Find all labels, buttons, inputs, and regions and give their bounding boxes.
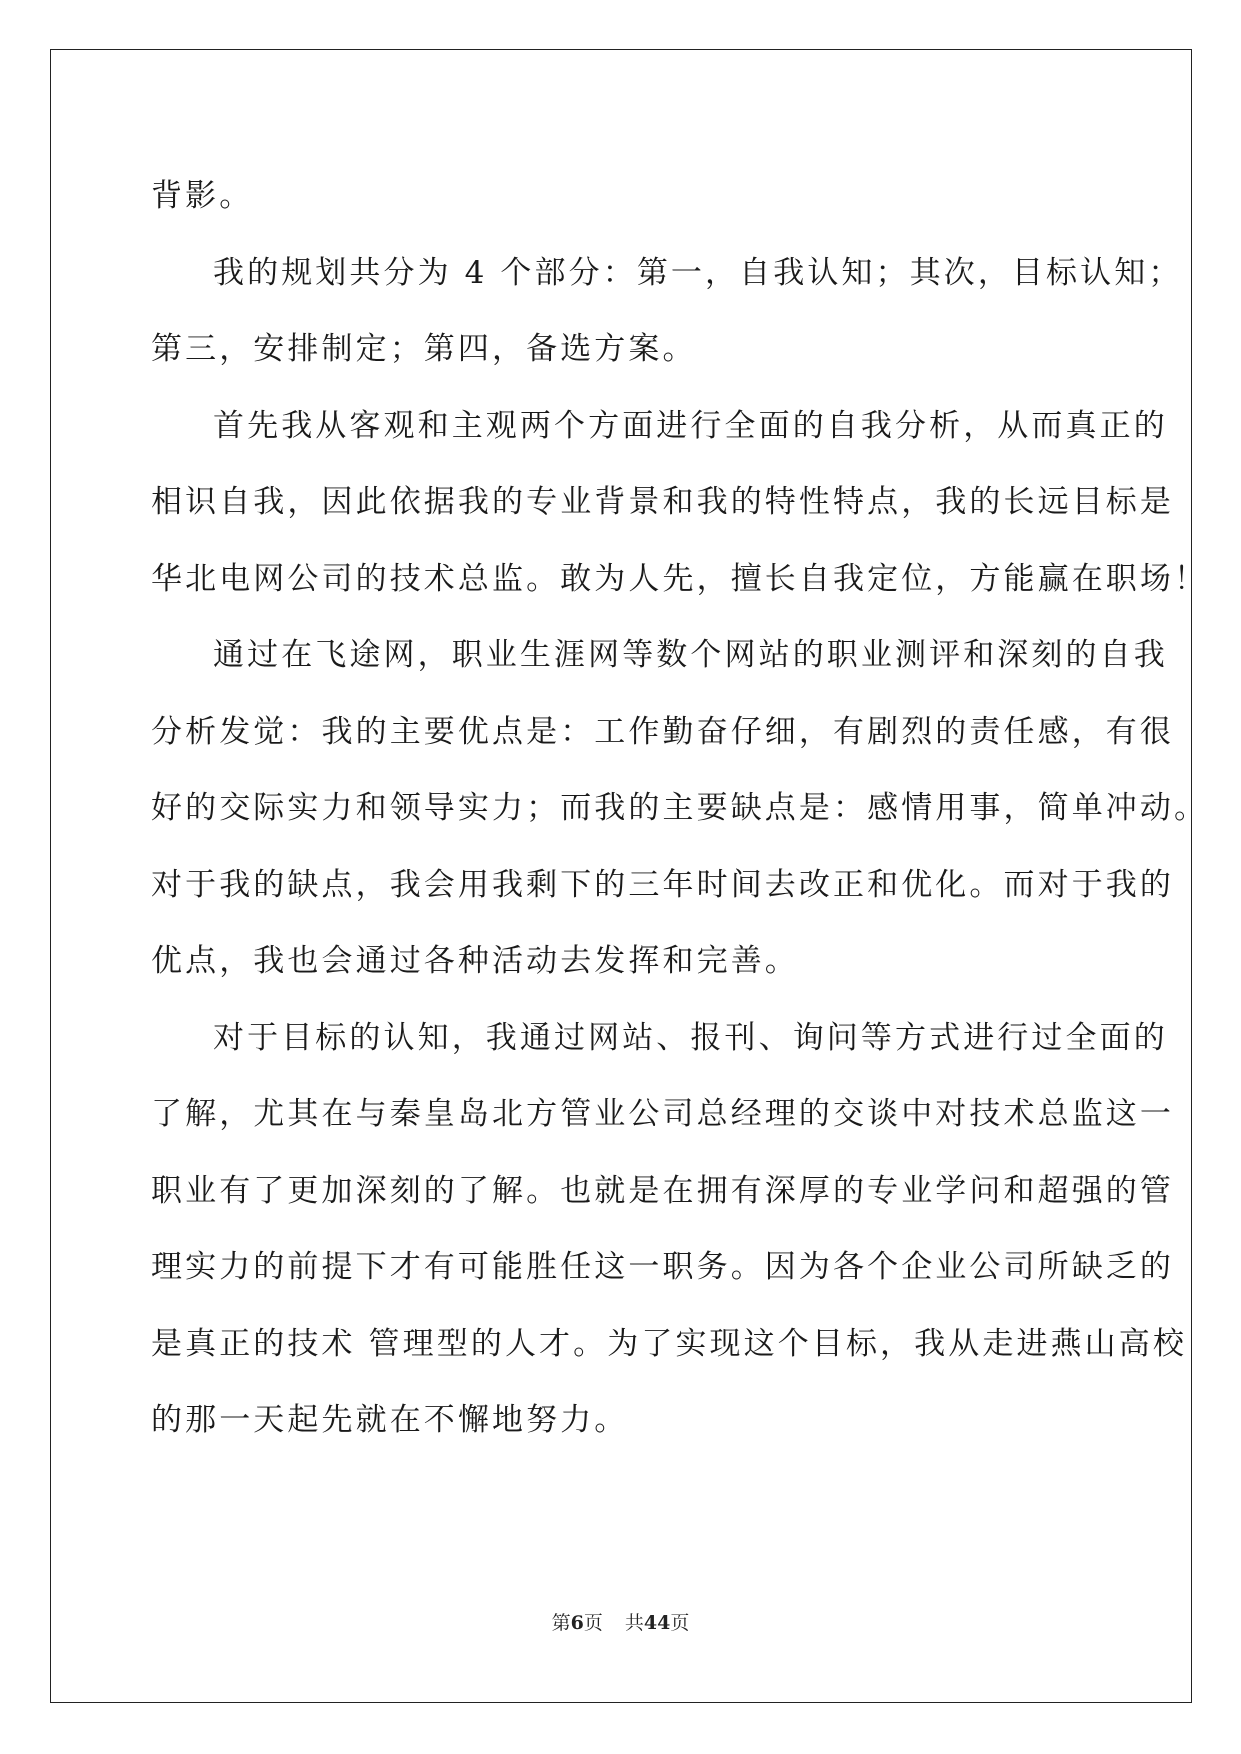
text-line-content: 好的交际实力和领导实力；而我的主要缺点是：感情用事，简单冲动。 <box>151 790 1209 826</box>
text-line <box>151 923 1091 1000</box>
document-body <box>151 158 1209 1459</box>
total-suffix: 页 <box>670 1612 690 1634</box>
text-line-content: 对于目标的认知，我通过网站、报刊、询问等方式进行过全面的 <box>213 1019 1168 1056</box>
text-line <box>151 158 1091 235</box>
text-line-content: 理实力的前提下才有可能胜任这一职务。因为各个企业公司所缺乏的 <box>151 1249 1174 1285</box>
text-line <box>151 464 1174 541</box>
text-line-content: 背影。 <box>151 178 254 214</box>
text-line-content: 是真正的技术 管理型的人才。为了实现这个目标，我从走进燕山高校 <box>151 1325 1187 1362</box>
text-line-content: 的那一天起先就在不懈地努力。 <box>151 1402 629 1438</box>
total-pages: 44 <box>643 1612 671 1634</box>
text-line-content: 我的规划共分为 4 个部分：第一，自我认知；其次，目标认知； <box>213 254 1183 291</box>
text-line <box>151 1306 1187 1383</box>
text-line <box>151 617 1168 694</box>
total-prefix: 共 <box>624 1612 644 1634</box>
text-line <box>151 235 1183 312</box>
page-prefix: 第 <box>551 1612 571 1634</box>
text-line-content: 职业有了更加深刻的了解。也就是在拥有深厚的专业学问和超强的管 <box>151 1172 1174 1209</box>
text-line <box>151 311 1091 388</box>
text-line <box>151 1229 1174 1306</box>
text-line <box>151 388 1168 465</box>
text-line <box>151 541 1209 618</box>
text-line <box>151 770 1209 847</box>
page-number: 6 <box>570 1612 584 1634</box>
text-line-content: 分析发觉：我的主要优点是：工作勤奋仔细，有剧烈的责任感，有很 <box>151 713 1174 750</box>
text-line <box>151 1000 1168 1077</box>
text-line-content: 通过在飞途网，职业生涯网等数个网站的职业测评和深刻的自我 <box>213 637 1168 673</box>
text-line <box>151 1153 1174 1230</box>
page-suffix: 页 <box>583 1612 603 1634</box>
text-line-content: 优点，我也会通过各种活动去发挥和完善。 <box>151 943 799 979</box>
text-line <box>151 1382 1091 1459</box>
text-line <box>151 1076 1174 1153</box>
text-line-content: 相识自我，因此依据我的专业背景和我的特性特点，我的长远目标是 <box>151 484 1174 520</box>
text-line <box>151 847 1174 924</box>
text-line-content: 对于我的缺点，我会用我剩下的三年时间去改正和优化。而对于我的 <box>151 866 1174 903</box>
page-footer <box>0 1608 1241 1635</box>
text-line <box>151 694 1174 771</box>
text-line-content: 了解，尤其在与秦皇岛北方管业公司总经理的交谈中对技术总监这一 <box>151 1096 1174 1132</box>
text-line-content: 华北电网公司的技术总监。敢为人先，擅长自我定位，方能赢在职场！ <box>151 560 1209 597</box>
text-line-content: 首先我从客观和主观两个方面进行全面的自我分析，从而真正的 <box>213 407 1168 444</box>
text-line-content: 第三，安排制定；第四，备选方案。 <box>151 331 697 367</box>
